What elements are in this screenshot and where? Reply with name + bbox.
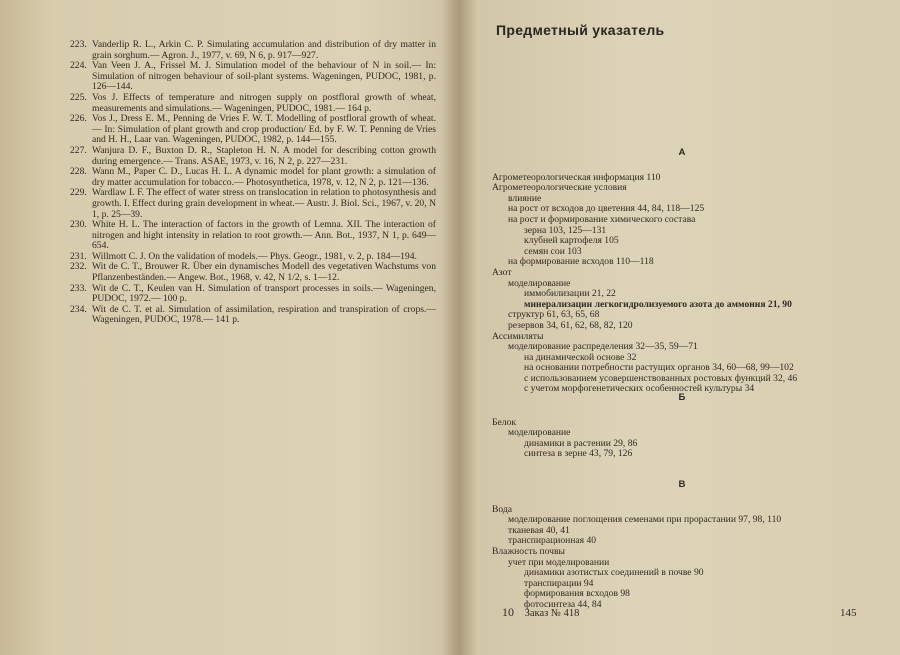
index-entry: динамики в растении 29, 86 [524,437,638,449]
reference-item [70,188,436,220]
index-entry: моделирование распределения 32—35, 59—71 [508,341,698,353]
reference-item [70,220,436,252]
index-entry: транспирационная 40 [508,535,597,547]
reference-item [70,40,436,61]
reference-text: Wit de C. T., Brouwer R. Über ein dynamisches Modell des vegetativen Wachstums von Pflanzenbeständen.— Angew. Bot., 1968, v. 42, N 1/2, s. 1—12. [92,261,436,284]
index-entry: формирования всходов 98 [524,588,630,600]
index-entry: синтеза в зерне 43, 79, 126 [524,448,633,460]
reference-number: 228. [70,166,87,178]
reference-number: 227. [70,144,87,156]
reference-text: Willmott C. J. On the validation of models.— Phys. Geogr., 1981, v. 2, p. 184—194. [92,250,417,262]
reference-number: 225. [70,91,87,103]
reference-number: 226. [70,113,87,125]
reference-list [70,40,436,326]
printer-signature [502,605,579,620]
index-entry: Белок [492,416,517,428]
index-letter: А [678,147,686,158]
index-entry: семян сои 103 [524,245,582,257]
reference-text: Wardlaw I. F. The effect of water stress on translocation in relation to photosynthesis and growth. I. Effect during grain development in wheat.— Austr. J. Biol. Sci., 1967, v. 20, N 1, p. 25—39. [92,187,436,220]
reference-text: Wanjura D. F., Buxton D. R., Stapleton H. N. A model for describing cotton growth during emergence.— Trans. ASAE, 1973, v. 16, N 2, p. 227—231. [92,144,436,167]
signature-order: Заказ № 418 [524,608,580,619]
index-entry: Агрометеорологические условия [492,182,627,194]
reference-text: Vanderlip R. L., Arkin C. P. Simulating accumulation and distribution of dry matter in grain sorghum.— Agron. J., 1977, v. 69, N 6, p. 917—927. [92,39,436,61]
index-entry: тканевая 40, 41 [508,524,570,536]
index-entry: минерализации легкогидролизуемого азота до аммония 21, 90 [524,298,792,310]
page-number: 145 [840,607,857,619]
index-entry: динамики азотистых соединений в почве 90 [524,567,704,579]
index-entry: структур 61, 63, 65, 68 [508,309,600,321]
reference-number: 223. [70,39,87,50]
reference-number: 224. [70,60,87,72]
reference-item [70,167,436,188]
right-page [452,0,900,655]
reference-text: Wann M., Paper C. D., Lucas H. L. A dynamic model for plant growth: a simulation of dry matter accumulation for tobacco.— Photosynthetica, 1978, v. 12, N 2, p. 121—136. [92,166,436,188]
reference-text: Van Veen J. A., Frissel M. J. Simulation model of the behaviour of N in soil.— In: Simulation of nitrogen behaviour of soil-plant systems. Wageningen, PUDOC, 1981, p. 126—144. [92,60,436,93]
index-entry: Азот [492,266,512,278]
index-entry: на динамической основе 32 [524,351,637,363]
index-entry: Агрометеорологическая информация 110 [492,171,661,183]
index-entry: на рост от всходов до цветения 44, 84, 118—125 [508,203,705,215]
index-entry: Ассимиляты [492,330,544,342]
index-entry: клубней картофеля 105 [524,235,619,247]
reference-number: 229. [70,187,87,199]
index-entry: на основании потребности растущих органов 34, 60—68, 99—102 [524,362,794,374]
reference-number: 231. [70,250,87,262]
index-section-v [492,480,872,611]
index-entry: с использованием усовершенствованных ростовых функций 32, 46 [524,372,798,384]
reference-item [70,146,436,167]
index-letter: В [678,479,686,490]
index-entry: на формирование всходов 110—118 [508,256,654,268]
index-entry: учет при моделировании [508,556,610,568]
index-entry: моделирование поглощения семенами при прорастании 97, 98, 110 [508,514,782,526]
index-title: Предметный указатель [496,22,665,38]
index-entry: Влажность почвы [492,545,565,557]
reference-text: Wit de C. T., Keulen van H. Simulation of transport processes in soils.— Wageningen, PUDOC, 1972.— 100 p. [92,282,436,305]
index-entry: влияние [508,192,542,204]
index-entry: резервов 34, 61, 62, 68, 82, 120 [508,319,633,331]
index-entry: зерна 103, 125—131 [524,224,607,236]
reference-item [70,61,436,93]
reference-number: 233. [70,282,87,294]
index-entry: моделирование [508,277,571,289]
reference-number: 232. [70,261,87,273]
signature-number: 10 [502,605,514,619]
index-entry: фотосинтеза 44, 84 [524,598,602,610]
reference-item [70,114,436,146]
index-letter: Б [678,392,686,403]
reference-item [70,262,436,283]
reference-item [70,93,436,114]
index-entry: моделирование [508,427,571,439]
index-section-a [492,148,872,395]
reference-text: Vos J., Dress E. M., Penning de Vries F. W. T. Modelling of postfloral growth of wheat.— In: Simulation of plant growth and crop production/ Ed. by F. W. T. Penning de Vries and H. H., Laar van. Wageningen, PUDOC, 1982, p. 144—155. [92,113,436,146]
index-entry: транспирации 94 [524,577,594,589]
index-entry: иммобилизации 21, 22 [524,288,616,300]
reference-text: White H. L. The interaction of factors in the growth of Lemna. XII. The interaction of nitrogen and hight intensity in relation to root growth.— Ann. Bot., 1937, N 1, p. 649—654. [92,219,436,252]
reference-text: Vos J. Effects of temperature and nitrogen supply on postfloral growth of wheat, measurements and simulations.— Wageningen, PUDOC, 1981.— 164 p. [92,91,436,114]
index-section-b [492,393,872,460]
reference-item [70,284,436,305]
index-entry: Вода [492,503,513,515]
reference-number: 234. [70,303,87,315]
index-entry: с учетом морфогенетических особенностей культуры 34 [524,383,755,395]
reference-number: 230. [70,219,87,231]
reference-text: Wit de C. T. et al. Simulation of assimilation, respiration and transpiration of crops.— Wageningen, PUDOC, 1978.— 141 p. [92,303,436,326]
index-entry: на рост и формирование химического состава [508,213,696,225]
reference-item [70,305,436,326]
